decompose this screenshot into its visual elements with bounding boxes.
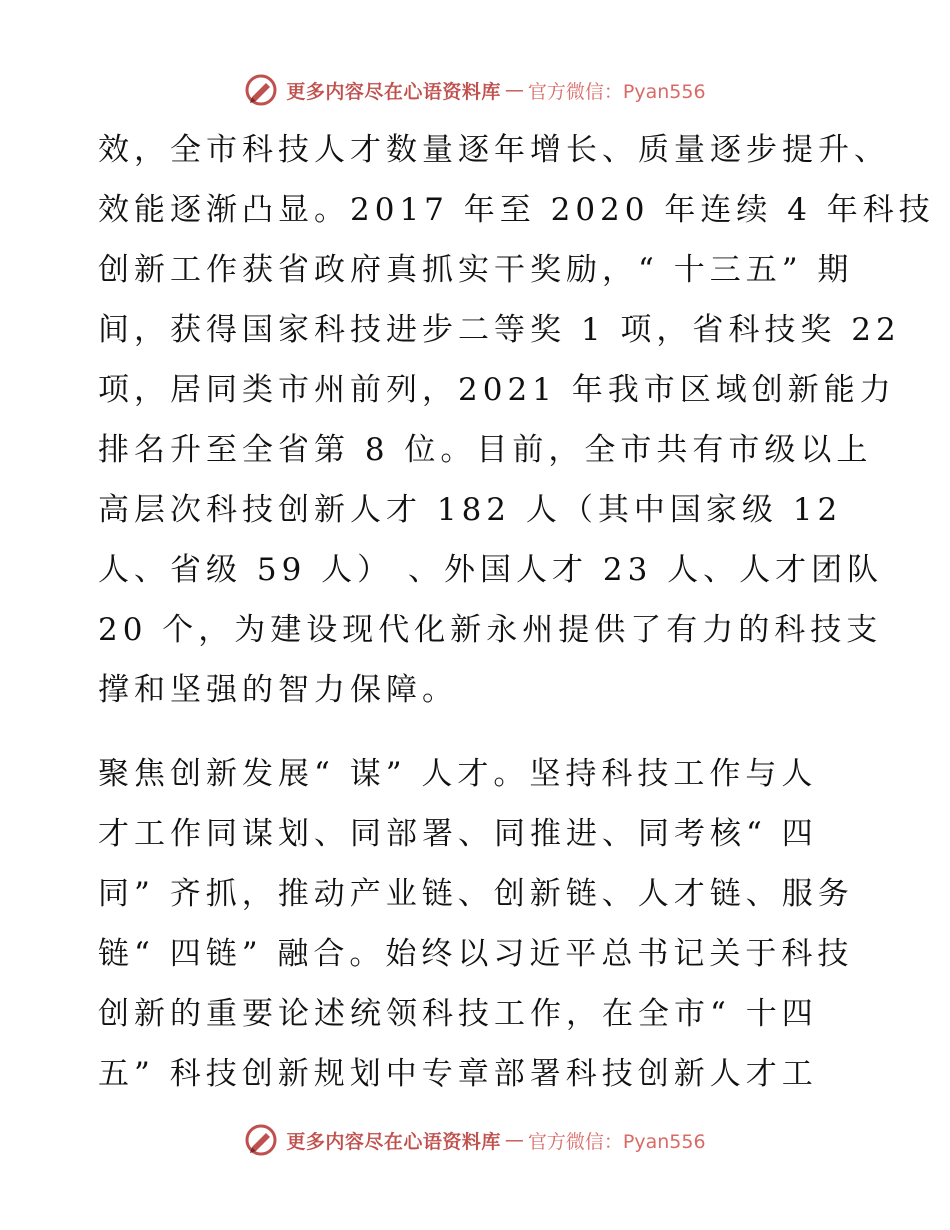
text-line: 项，居同类市州前列，2021 年我市区域创新能力 — [98, 372, 896, 408]
header-banner — [0, 70, 950, 110]
header-contact: 官方微信：Pyan556 — [527, 80, 706, 103]
text-line: 20 个，为建设现代化新永州提供了有力的科技支 — [98, 612, 883, 648]
text-line: 聚焦创新发展“ 谋” 人才。坚持科技工作与人 — [98, 756, 818, 792]
text-line: 创新工作获省政府真抓实干奖励，“ 十三五” 期 — [98, 252, 854, 288]
text-line: 人、省级 59 人） 、外国人才 23 人、人才团队 — [98, 552, 884, 588]
text-line: 创新的重要论述统领科技工作，在全市“ 十四 — [98, 996, 818, 1032]
footer-site-text: 更多内容尽在心语资料库 — [286, 1130, 501, 1153]
paragraph-1 — [98, 120, 935, 720]
footer-banner — [0, 1120, 950, 1160]
paragraph-spacer — [98, 720, 858, 744]
text-line: 效能逐渐凸显。2017 年至 2020 年连续 4 年科技 — [98, 192, 935, 228]
text-line: 效，全市科技人才数量逐年增长、质量逐步提升、 — [98, 132, 890, 168]
document-body — [98, 120, 935, 1104]
text-line: 才工作同谋划、同部署、同推进、同考核“ 四 — [98, 816, 818, 852]
text-line: 五” 科技创新规划中专章部署科技创新人才工 — [98, 1056, 818, 1092]
header-separator: — — [504, 79, 524, 101]
pen-logo-icon — [244, 1123, 278, 1157]
pen-logo-icon — [244, 73, 278, 107]
footer-contact: 官方微信：Pyan556 — [527, 1130, 706, 1153]
header-site-text: 更多内容尽在心语资料库 — [286, 80, 501, 103]
text-line: 同” 齐抓，推动产业链、创新链、人才链、服务 — [98, 876, 854, 912]
text-line: 链“ 四链” 融合。始终以习近平总书记关于科技 — [98, 936, 854, 972]
text-line: 高层次科技创新人才 182 人（其中国家级 12 — [98, 492, 843, 528]
text-line: 撑和坚强的智力保障。 — [98, 672, 458, 708]
text-line: 排名升至全省第 8 位。目前，全市共有市级以上 — [98, 432, 873, 468]
paragraph-2 — [98, 744, 858, 1104]
footer-separator: — — [504, 1129, 524, 1151]
text-line: 间，获得国家科技进步二等奖 1 项，省科技奖 22 — [98, 312, 901, 348]
